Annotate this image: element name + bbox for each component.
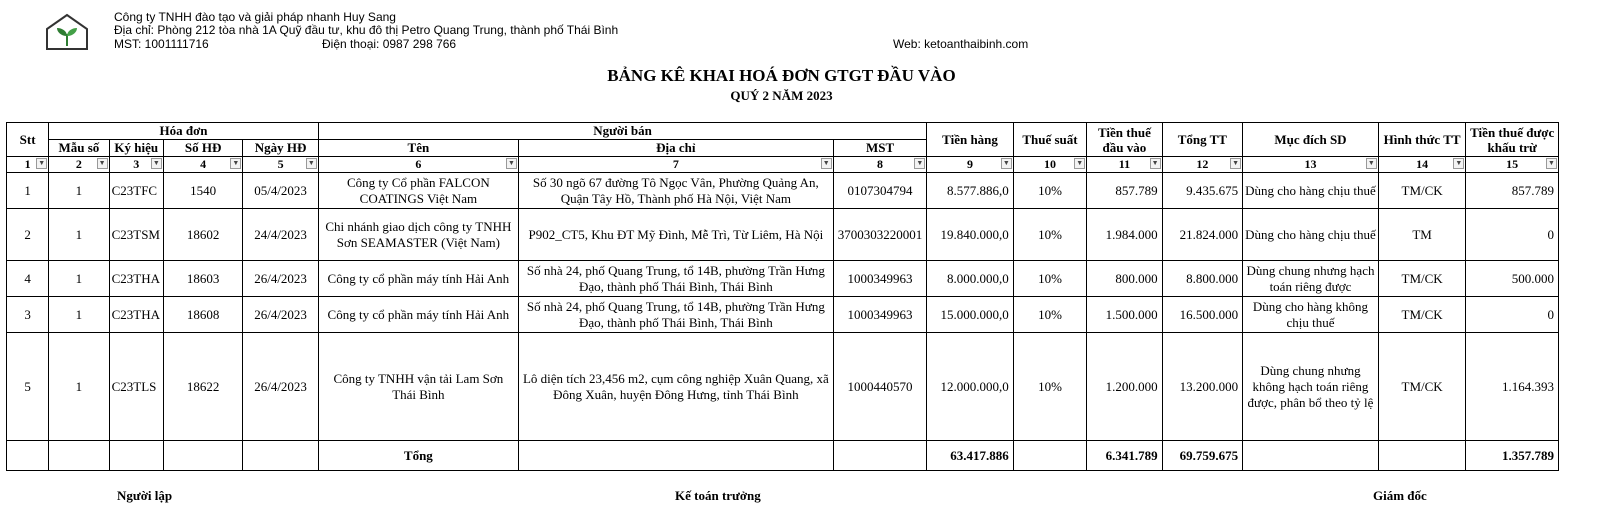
- cell-ht[interactable]: TM: [1378, 209, 1466, 261]
- cell-tong[interactable]: 9.435.675: [1162, 173, 1242, 209]
- cell-kt[interactable]: 1.164.393: [1466, 333, 1559, 441]
- cell-so[interactable]: 18603: [163, 261, 242, 297]
- filter-dropdown-icon[interactable]: ▼: [914, 158, 925, 169]
- company-name: Công ty TNHH đào tạo và giải pháp nhanh Huy Sang: [114, 10, 396, 24]
- filter-dropdown-icon[interactable]: ▼: [1546, 158, 1557, 169]
- column-number-label: 3: [133, 157, 140, 171]
- cell-thue[interactable]: 1.200.000: [1087, 333, 1162, 441]
- column-number-label: 11: [1118, 157, 1131, 171]
- empty-cell[interactable]: [1243, 441, 1379, 471]
- filter-dropdown-icon[interactable]: ▼: [306, 158, 317, 169]
- cell-mau[interactable]: 1: [49, 173, 109, 209]
- column-number: [518, 157, 833, 173]
- total-value[interactable]: 69.759.675: [1162, 441, 1242, 471]
- cell-dc[interactable]: Lô diện tích 23,456 m2, cụm công nghiệp Xuân Quang, xã Đông Xuân, huyện Đông Hưng, tỉnh Thái Bình: [518, 333, 833, 441]
- cell-ts[interactable]: 10%: [1013, 209, 1086, 261]
- table-row: [7, 173, 1559, 209]
- cell-mst[interactable]: 1000440570: [833, 333, 927, 441]
- column-number: [1013, 157, 1086, 173]
- column-number: [109, 157, 163, 173]
- cell-stt[interactable]: 5: [7, 333, 49, 441]
- filter-dropdown-icon[interactable]: ▼: [506, 158, 517, 169]
- table-body: [7, 173, 1559, 471]
- cell-tong[interactable]: 8.800.000: [1162, 261, 1242, 297]
- cell-thue[interactable]: 857.789: [1087, 173, 1162, 209]
- total-value[interactable]: 63.417.886: [927, 441, 1013, 471]
- column-number: [833, 157, 927, 173]
- header-hinh-thuc: Hình thức TT: [1378, 123, 1466, 157]
- cell-ten[interactable]: Công ty Cổ phần FALCON COATINGS Việt Nam: [318, 173, 518, 209]
- cell-ht[interactable]: TM/CK: [1378, 297, 1466, 333]
- cell-tien[interactable]: 8.000.000,0: [927, 261, 1013, 297]
- cell-md[interactable]: Dùng chung nhưng hạch toán riêng được: [1243, 261, 1379, 297]
- cell-ky[interactable]: C23THA: [109, 261, 163, 297]
- column-number: [49, 157, 109, 173]
- header-dia-chi: Địa chỉ: [518, 140, 833, 157]
- signature-preparer: Người lập: [117, 488, 173, 503]
- cell-thue[interactable]: 800.000: [1087, 261, 1162, 297]
- cell-md[interactable]: Dùng cho hàng không chịu thuế: [1243, 297, 1379, 333]
- header-mst: MST: [833, 140, 927, 157]
- header-stt: Stt: [7, 123, 49, 157]
- header-ky-hieu: Ký hiệu: [109, 140, 163, 157]
- cell-dc[interactable]: Số nhà 24, phố Quang Trung, tổ 14B, phường Trần Hưng Đạo, thành phố Thái Bình, Thái Bình: [518, 261, 833, 297]
- cell-ngay[interactable]: 05/4/2023: [243, 173, 318, 209]
- cell-mst[interactable]: 0107304794: [833, 173, 927, 209]
- table-row: [7, 261, 1559, 297]
- header-ten: Tên: [318, 140, 518, 157]
- company-header: [0, 0, 1612, 60]
- column-number: [1378, 157, 1466, 173]
- cell-ky[interactable]: C23TSM: [109, 209, 163, 261]
- column-number-label: 7: [672, 157, 679, 171]
- cell-ngay[interactable]: 26/4/2023: [243, 333, 318, 441]
- cell-ten[interactable]: Chi nhánh giao dịch công ty TNHH Sơn SEAMASTER (Việt Nam): [318, 209, 518, 261]
- cell-so[interactable]: 18608: [163, 297, 242, 333]
- total-value[interactable]: 1.357.789: [1466, 441, 1559, 471]
- cell-ten[interactable]: Công ty cổ phần máy tính Hải Anh: [318, 297, 518, 333]
- column-number-label: 2: [75, 157, 82, 171]
- column-number: [7, 157, 49, 173]
- filter-dropdown-icon[interactable]: ▼: [1230, 158, 1241, 169]
- column-number-label: 6: [415, 157, 422, 171]
- empty-cell[interactable]: [243, 441, 318, 471]
- invoice-table: [6, 122, 1559, 471]
- filter-dropdown-icon[interactable]: ▼: [1453, 158, 1464, 169]
- cell-dc[interactable]: P902_CT5, Khu ĐT Mỹ Đình, Mễ Trì, Từ Liêm, Hà Nội: [518, 209, 833, 261]
- cell-tien[interactable]: 12.000.000,0: [927, 333, 1013, 441]
- column-number: [1243, 157, 1379, 173]
- filter-dropdown-icon[interactable]: ▼: [151, 158, 162, 169]
- header-hoa-don: Hóa đơn: [49, 123, 319, 140]
- cell-ngay[interactable]: 26/4/2023: [243, 297, 318, 333]
- company-phone: Điện thoại: 0987 298 766: [322, 37, 457, 51]
- header-mau-so: Mẫu số: [49, 140, 109, 157]
- table-row: [7, 333, 1559, 441]
- cell-ngay[interactable]: 24/4/2023: [243, 209, 318, 261]
- total-row: [7, 441, 1559, 471]
- total-value[interactable]: 6.341.789: [1087, 441, 1162, 471]
- cell-thue[interactable]: 1.500.000: [1087, 297, 1162, 333]
- company-mst: MST: 1001111716: [114, 37, 209, 51]
- empty-cell[interactable]: [163, 441, 242, 471]
- cell-ht[interactable]: TM/CK: [1378, 333, 1466, 441]
- table-row: [7, 297, 1559, 333]
- cell-ky[interactable]: C23THA: [109, 297, 163, 333]
- header-tien-hang: Tiền hàng: [927, 123, 1013, 157]
- column-number-label: 9: [967, 157, 974, 171]
- company-web: Web: ketoanthaibinh.com: [893, 37, 1029, 51]
- cell-dc[interactable]: Số 30 ngõ 67 đường Tô Ngọc Vân, Phường Quảng An, Quận Tây Hồ, Thành phố Hà Nội, Việt Nam: [518, 173, 833, 209]
- header-so-hd: Số HĐ: [163, 140, 242, 157]
- signature-chief-accountant: Kế toán trưởng: [675, 488, 761, 503]
- header-nguoi-ban: Người bán: [318, 123, 927, 140]
- cell-kt[interactable]: 500.000: [1466, 261, 1559, 297]
- filter-dropdown-icon[interactable]: ▼: [230, 158, 241, 169]
- cell-mau[interactable]: 1: [49, 209, 109, 261]
- cell-stt[interactable]: 3: [7, 297, 49, 333]
- empty-cell[interactable]: [49, 441, 109, 471]
- cell-ts[interactable]: 10%: [1013, 261, 1086, 297]
- cell-tien[interactable]: 15.000.000,0: [927, 297, 1013, 333]
- column-number-label: 14: [1416, 157, 1429, 171]
- cell-ht[interactable]: TM/CK: [1378, 261, 1466, 297]
- header-tong-tt: Tổng TT: [1162, 123, 1242, 157]
- cell-kt[interactable]: 0: [1466, 209, 1559, 261]
- column-number-label: 1: [24, 157, 31, 171]
- filter-dropdown-icon[interactable]: ▼: [1001, 158, 1012, 169]
- cell-mst[interactable]: 1000349963: [833, 261, 927, 297]
- cell-mau[interactable]: 1: [49, 333, 109, 441]
- cell-so[interactable]: 1540: [163, 173, 242, 209]
- cell-kt[interactable]: 857.789: [1466, 173, 1559, 209]
- filter-dropdown-icon[interactable]: ▼: [1366, 158, 1377, 169]
- cell-mst[interactable]: 3700303220001: [833, 209, 927, 261]
- cell-mau[interactable]: 1: [49, 261, 109, 297]
- cell-md[interactable]: Dùng cho hàng chịu thuế: [1243, 209, 1379, 261]
- cell-tien[interactable]: 19.840.000,0: [927, 209, 1013, 261]
- cell-ten[interactable]: Công ty TNHH vận tải Lam Sơn Thái Bình: [318, 333, 518, 441]
- column-number-label: 10: [1043, 157, 1056, 171]
- empty-cell[interactable]: [1013, 441, 1086, 471]
- column-number: [318, 157, 518, 173]
- column-number: [163, 157, 242, 173]
- cell-stt[interactable]: 4: [7, 261, 49, 297]
- cell-md[interactable]: Dùng chung nhưng không hạch toán riêng được, phân bổ theo tỷ lệ: [1243, 333, 1379, 441]
- column-number-label: 8: [877, 157, 884, 171]
- cell-thue[interactable]: 1.984.000: [1087, 209, 1162, 261]
- cell-mst[interactable]: 1000349963: [833, 297, 927, 333]
- cell-tien[interactable]: 8.577.886,0: [927, 173, 1013, 209]
- column-number: [1466, 157, 1559, 173]
- filter-dropdown-icon[interactable]: ▼: [36, 158, 47, 169]
- column-number-row: [7, 157, 1559, 173]
- cell-ky[interactable]: C23TLS: [109, 333, 163, 441]
- cell-ts[interactable]: 10%: [1013, 333, 1086, 441]
- filter-dropdown-icon[interactable]: ▼: [821, 158, 832, 169]
- empty-cell[interactable]: [109, 441, 163, 471]
- cell-dc[interactable]: Số nhà 24, phố Quang Trung, tổ 14B, phường Trần Hưng Đạo, thành phố Thái Bình, Thái Bình: [518, 297, 833, 333]
- empty-cell[interactable]: [833, 441, 927, 471]
- filter-dropdown-icon[interactable]: ▼: [1074, 158, 1085, 169]
- cell-mau[interactable]: 1: [49, 297, 109, 333]
- cell-tong[interactable]: 21.824.000: [1162, 209, 1242, 261]
- empty-cell[interactable]: [1378, 441, 1466, 471]
- header-muc-dich: Mục đích SD: [1243, 123, 1379, 157]
- column-number: [243, 157, 318, 173]
- cell-md[interactable]: Dùng cho hàng chịu thuế: [1243, 173, 1379, 209]
- cell-ts[interactable]: 10%: [1013, 173, 1086, 209]
- document-title: BẢNG KÊ KHAI HOÁ ĐƠN GTGT ĐẦU VÀO: [607, 66, 956, 85]
- cell-ngay[interactable]: 26/4/2023: [243, 261, 318, 297]
- cell-so[interactable]: 18622: [163, 333, 242, 441]
- cell-tong[interactable]: 16.500.000: [1162, 297, 1242, 333]
- cell-stt[interactable]: 2: [7, 209, 49, 261]
- cell-tong[interactable]: 13.200.000: [1162, 333, 1242, 441]
- cell-ky[interactable]: C23TFC: [109, 173, 163, 209]
- column-number-label: 5: [277, 157, 284, 171]
- signature-director: Giám đốc: [1373, 488, 1427, 503]
- cell-ten[interactable]: Công ty cổ phần máy tính Hải Anh: [318, 261, 518, 297]
- cell-so[interactable]: 18602: [163, 209, 242, 261]
- cell-kt[interactable]: 0: [1466, 297, 1559, 333]
- header-tien-thue: Tiền thuế đầu vào: [1087, 123, 1162, 157]
- column-number: [1087, 157, 1162, 173]
- column-number-label: 12: [1196, 157, 1209, 171]
- company-address: Địa chỉ: Phòng 212 tòa nhà 1A Quỹ đầu tư, khu đô thị Petro Quang Trung, thành phố Thái Bình: [114, 23, 619, 37]
- column-number-label: 4: [200, 157, 207, 171]
- header-ngay-hd: Ngày HĐ: [243, 140, 318, 157]
- filter-dropdown-icon[interactable]: ▼: [97, 158, 108, 169]
- filter-dropdown-icon[interactable]: ▼: [1150, 158, 1161, 169]
- cell-stt[interactable]: 1: [7, 173, 49, 209]
- house-leaf-logo-icon: [44, 12, 90, 52]
- header-thue-suat: Thuế suất: [1013, 123, 1086, 157]
- cell-ts[interactable]: 10%: [1013, 297, 1086, 333]
- header-khau-tru: Tiền thuế được khấu trừ: [1466, 123, 1559, 157]
- column-number: [1162, 157, 1242, 173]
- empty-cell[interactable]: [518, 441, 833, 471]
- cell-ht[interactable]: TM/CK: [1378, 173, 1466, 209]
- total-label[interactable]: Tổng: [318, 441, 518, 471]
- column-number: [927, 157, 1013, 173]
- document-subtitle: QUÝ 2 NĂM 2023: [730, 88, 833, 103]
- column-number-label: 15: [1506, 157, 1519, 171]
- table-row: [7, 209, 1559, 261]
- column-number-label: 13: [1304, 157, 1317, 171]
- empty-cell[interactable]: [7, 441, 49, 471]
